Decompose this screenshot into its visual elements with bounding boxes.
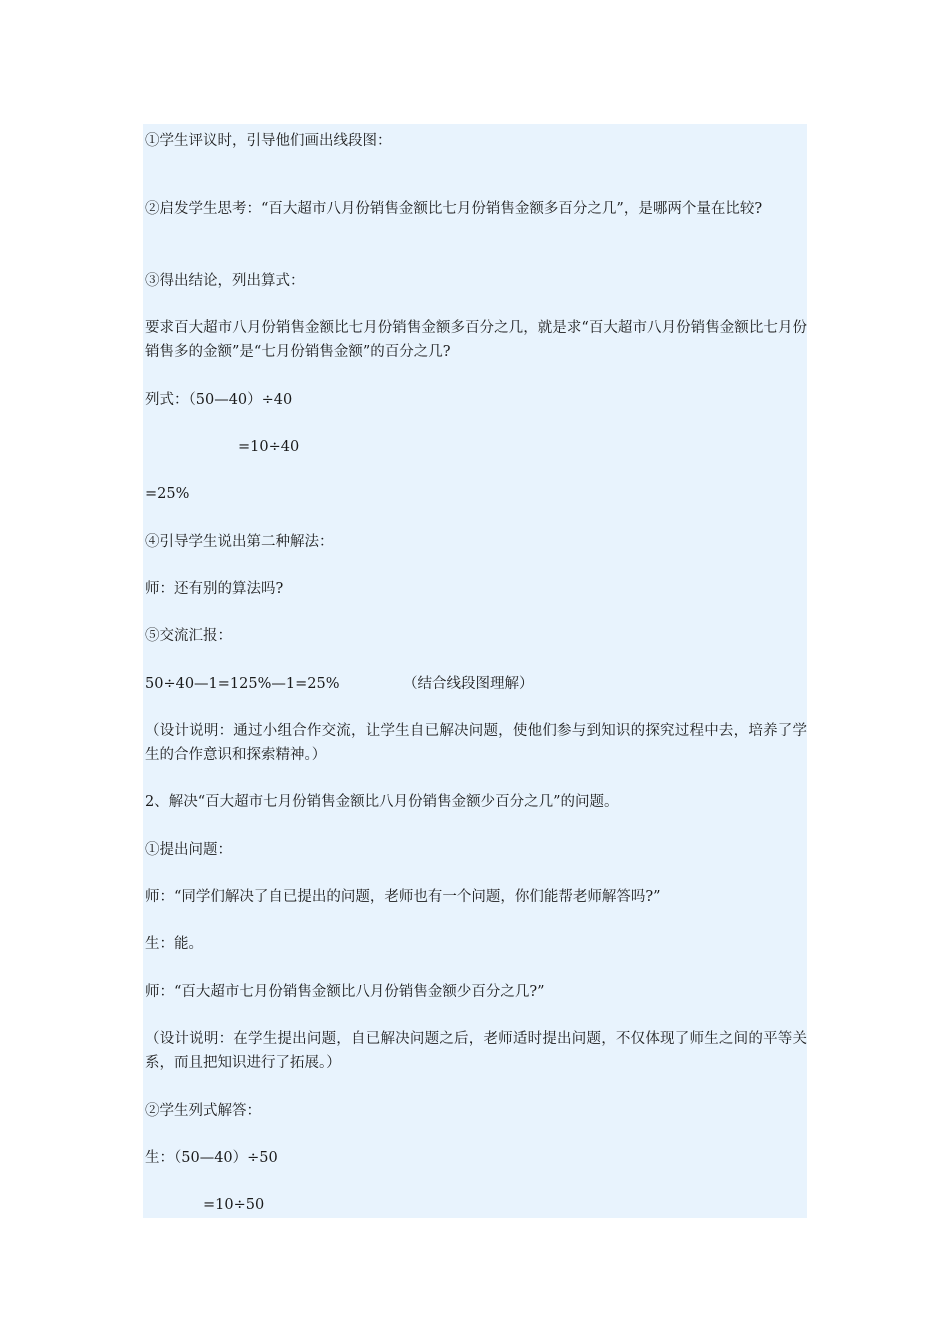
section-2-heading: 2、解决“百大超市七月份销售金额比八月份销售金额少百分之几”的问题。 — [145, 794, 619, 810]
formula-line-1: 列式：（50—40）÷40 — [145, 392, 293, 408]
step-4-text: ④引导学生说出第二种解法： — [145, 534, 334, 550]
design-note-1: （设计说明：通过小组合作交流，让学生自已解决问题，使他们参与到知识的探究过程中去，培养了学生的合作意识和探索精神。） — [145, 723, 807, 763]
step-1-ask-question: ①提出问题： — [145, 842, 232, 858]
teacher-statement-2: 师：“百大超市七月份销售金额比八月份销售金额少百分之几?” — [145, 984, 545, 1000]
design-note-2: （设计说明：在学生提出问题，自已解决问题之后，老师适时提出问题，不仅体现了师生之间的平等关系，而且把知识进行了拓展。） — [145, 1031, 807, 1071]
student-formula-2: =10÷50 — [203, 1197, 265, 1213]
step-1-text: ①学生评议时，引导他们画出线段图： — [145, 133, 392, 149]
conclusion-paragraph: 要求百大超市八月份销售金额比七月份销售金额多百分之几，就是求“百大超市八月份销售金额比七月份销售多的金额”是“七月份销售金额”的百分之几? — [145, 320, 807, 360]
step-3-text: ③得出结论，列出算式： — [145, 273, 305, 289]
second-method-note: （结合线段图理解） — [403, 676, 534, 692]
student-reply: 生：能。 — [145, 936, 203, 952]
document-body — [143, 124, 807, 1218]
second-method-formula: 50÷40—1=125%—1=25% — [145, 676, 340, 692]
step-2-student-solve: ②学生列式解答： — [145, 1103, 261, 1119]
teacher-statement-1: 师：“同学们解决了自已提出的问题，老师也有一个问题，你们能帮老师解答吗?” — [145, 889, 661, 905]
step-2-text: ②启发学生思考：“百大超市八月份销售金额比七月份销售金额多百分之几”，是哪两个量在比较? — [145, 201, 763, 217]
step-5-text: ⑤交流汇报： — [145, 628, 232, 644]
student-formula-1: 生：（50—40）÷50 — [145, 1150, 278, 1166]
teacher-question: 师：还有别的算法吗? — [145, 581, 284, 597]
formula-line-2: =10÷40 — [238, 439, 300, 455]
formula-result: =25% — [145, 486, 190, 502]
